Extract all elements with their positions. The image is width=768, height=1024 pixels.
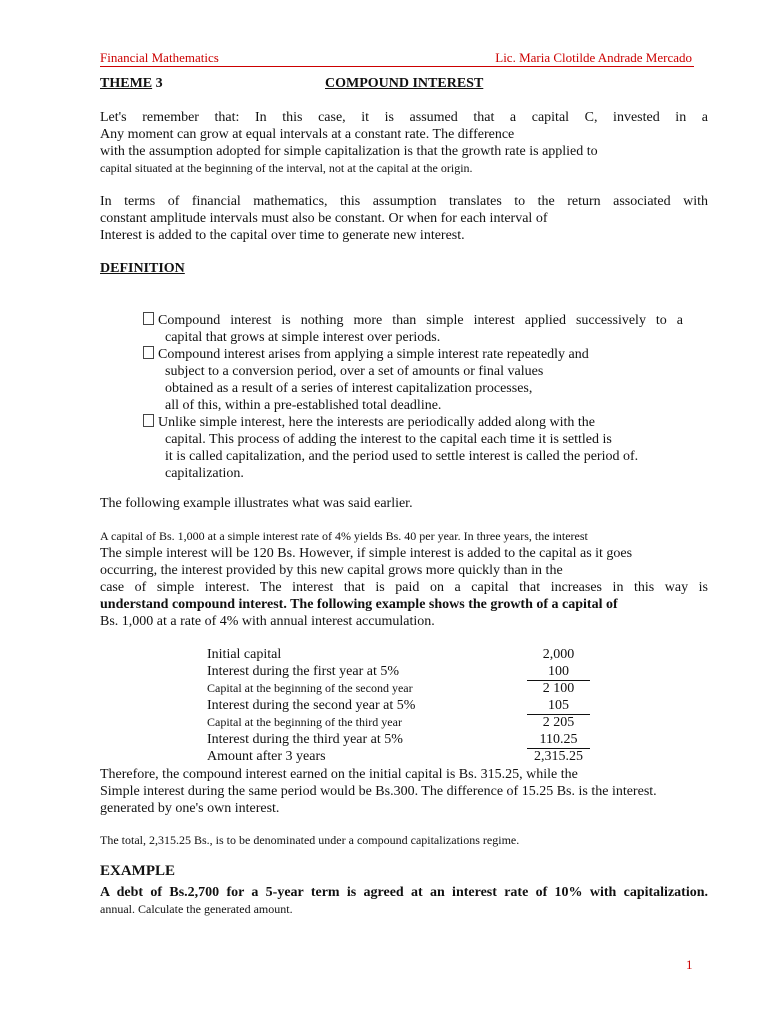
table-row xyxy=(207,714,597,731)
checkbox-glyph-icon xyxy=(143,346,154,359)
checkbox-glyph-icon xyxy=(143,312,154,325)
intro-paragraph xyxy=(100,109,708,177)
text-line: Simple interest during the same period would be Bs.300. The difference of 15.25 Bs. is the interest. xyxy=(100,784,657,799)
text-line: constant amplitude intervals must also be constant. Or when for each interval of xyxy=(100,211,548,226)
text-line: occurring, the interest provided by this new capital grows more quickly than in the xyxy=(100,563,563,578)
definition-bullet: Compound interest is nothing more than simple interest applied successively to a capital that grows at simple interest over periods. xyxy=(143,312,683,346)
table-row xyxy=(207,646,597,663)
table-row xyxy=(207,731,597,748)
text-line: A capital of Bs. 1,000 at a simple interest rate of 4% yields Bs. 40 per year. In three years, the interest xyxy=(100,529,588,543)
text-line: Any moment can grow at equal intervals at a constant rate. The difference xyxy=(100,127,515,142)
row-value: 100 xyxy=(527,663,590,681)
definition-bullet: Compound interest arises from applying a simple interest rate repeatedly and subject to a conversion period, over a set of amounts or final values obtained as a result of a series of interest capitalization processes, all of this, within a pre-established total deadline. xyxy=(143,346,683,414)
row-value: 2,315.25 xyxy=(534,749,583,764)
row-label: Initial capital xyxy=(207,647,282,662)
text-line: In terms of financial mathematics, this assumption translates to the return associated with xyxy=(100,194,708,209)
text-line: generated by one's own interest. xyxy=(100,801,280,816)
assumption-paragraph xyxy=(100,193,708,244)
text-line: A debt of Bs.2,700 for a 5-year term is agreed at an interest rate of 10% with capitalization. xyxy=(100,885,708,900)
table-row xyxy=(207,680,597,697)
text-line: understand compound interest. The following example shows the growth of a capital of xyxy=(100,597,618,612)
row-value: 110.25 xyxy=(527,731,590,749)
definition-bullet: Unlike simple interest, here the interests are periodically added along with the capital. This process of adding the interest to the capital each time it is settled is it is called capitalization, and the period used to settle interest is called the period of. capitalization. xyxy=(143,414,683,482)
therefore-paragraph xyxy=(100,766,708,817)
header-author: Lic. Maria Clotilde Andrade Mercado xyxy=(495,50,692,65)
text-line: Interest is added to the capital over time to generate new interest. xyxy=(100,228,465,243)
text-line: with the assumption adopted for simple capitalization is that the growth rate is applied to xyxy=(100,144,598,159)
row-label: Capital at the beginning of the third year xyxy=(207,715,402,729)
row-label: Amount after 3 years xyxy=(207,749,326,764)
text-line: case of simple interest. The interest that is paid on a capital that increases in this way is xyxy=(100,580,708,595)
compound-interest-table xyxy=(207,646,597,765)
page-number: 1 xyxy=(686,957,693,972)
row-value: 2 205 xyxy=(542,715,575,730)
row-value: 105 xyxy=(527,697,590,715)
row-value: 2,000 xyxy=(542,647,575,662)
text-line: The simple interest will be 120 Bs. However, if simple interest is added to the capital as it goes xyxy=(100,546,633,561)
text-line: Therefore, the compound interest earned on the initial capital is Bs. 315.25, while the xyxy=(100,767,578,782)
row-label: Interest during the second year at 5% xyxy=(207,698,416,713)
table-row xyxy=(207,697,597,714)
table-row xyxy=(207,748,597,765)
text-line: Let's remember that: In this case, it is assumed that a capital C, invested in a xyxy=(100,110,708,125)
row-label: Interest during the third year at 5% xyxy=(207,732,403,747)
row-value: 2 100 xyxy=(542,681,575,696)
definition-heading: DEFINITION xyxy=(100,261,185,276)
header-course-title: Financial Mathematics xyxy=(100,50,219,65)
total-sentence: The total, 2,315.25 Bs., is to be denominated under a compound capitalizations regime. xyxy=(100,833,520,847)
table-row xyxy=(207,663,597,680)
text-line: Bs. 1,000 at a rate of 4% with annual interest accumulation. xyxy=(100,614,435,629)
text-line: capital situated at the beginning of the interval, not at the capital at the origin. xyxy=(100,161,473,175)
row-label: Interest during the first year at 5% xyxy=(207,664,400,679)
example-problem xyxy=(100,884,708,918)
following-sentence: The following example illustrates what was said earlier. xyxy=(100,496,413,511)
row-label: Capital at the beginning of the second year xyxy=(207,681,413,695)
example-paragraph xyxy=(100,528,708,630)
section-title: COMPOUND INTEREST xyxy=(325,76,484,91)
page-header xyxy=(100,50,694,67)
text-line: annual. Calculate the generated amount. xyxy=(100,902,293,916)
theme-label: THEME 3 xyxy=(100,76,163,91)
checkbox-glyph-icon xyxy=(143,414,154,427)
example-heading: EXAMPLE xyxy=(100,863,175,879)
definition-list xyxy=(143,312,683,482)
